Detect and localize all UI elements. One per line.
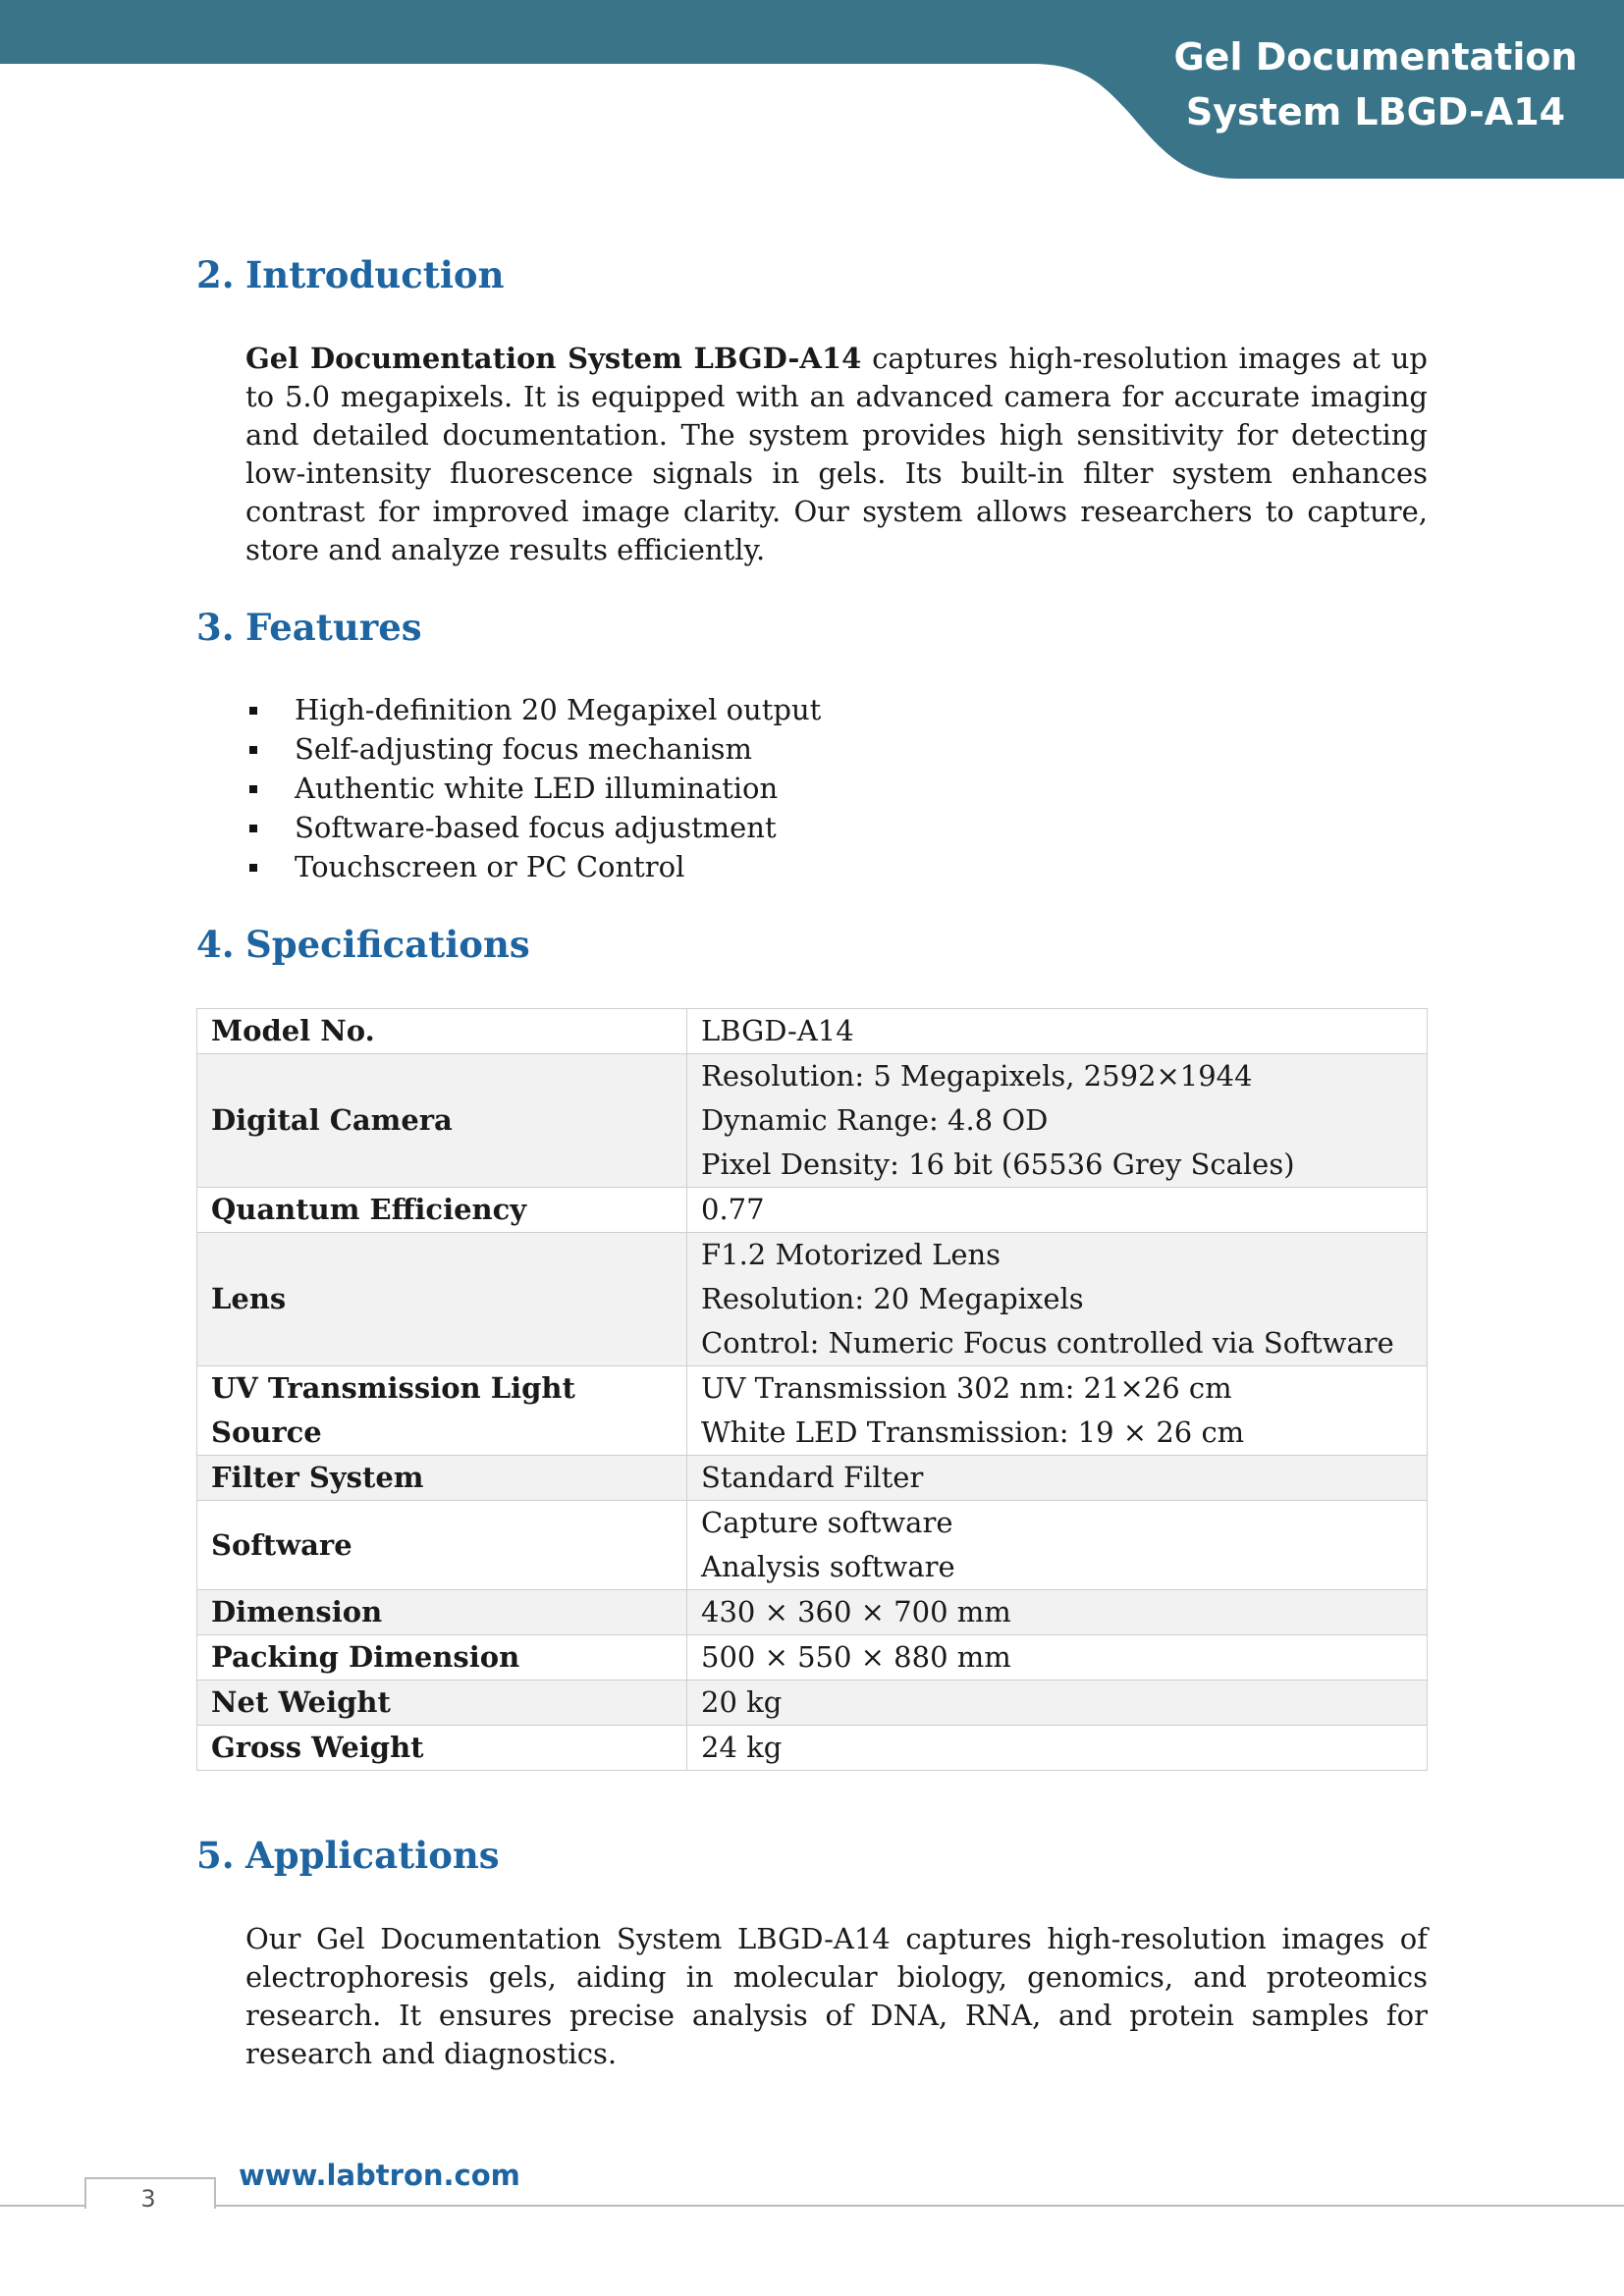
spec-key: Lens: [197, 1233, 687, 1366]
spec-value: [687, 1366, 1428, 1456]
section-heading-features: [196, 606, 422, 649]
spec-value-line: 500 × 550 × 880 mm: [701, 1640, 1011, 1674]
spec-value: [687, 1681, 1428, 1726]
list-item: Self-adjusting focus mechanism: [245, 729, 821, 769]
table-row: [197, 1456, 1428, 1501]
table-row: [197, 1501, 1428, 1590]
product-name: Gel Documentation System LBGD-A14: [245, 342, 862, 375]
spec-value-line: UV Transmission 302 nm: 21×26 cm: [701, 1371, 1232, 1405]
spec-value-line: Analysis software: [701, 1550, 955, 1583]
section-title: Features: [245, 606, 422, 649]
table-row: [197, 1590, 1428, 1635]
section-title: Applications: [245, 1834, 500, 1877]
spec-key: Quantum Efficiency: [197, 1188, 687, 1233]
table-row: [197, 1726, 1428, 1771]
spec-value-line: 20 kg: [701, 1685, 783, 1719]
section-title: Introduction: [245, 253, 505, 296]
spec-value: [687, 1501, 1428, 1590]
spec-value: [687, 1590, 1428, 1635]
spec-value: [687, 1233, 1428, 1366]
spec-value-line: F1.2 Motorized Lens: [701, 1238, 1001, 1271]
bullet-icon: [249, 825, 257, 832]
spec-value-line: LBGD-A14: [701, 1014, 854, 1047]
section-number: 5.: [196, 1834, 235, 1877]
spec-key: UV Transmission Light Source: [197, 1366, 687, 1456]
table-row: [197, 1233, 1428, 1366]
table-row: [197, 1188, 1428, 1233]
spec-key: Packing Dimension: [197, 1635, 687, 1681]
introduction-text: captures high-resolution images at up to 5.0 megapixels. It is equipped with an advanced camera for accurate imaging and detailed documentation. The system provides high sensitivity for detecting low-intensity fluorescence signals in gels. Its built-in filter system enhances contrast for improved image clarity. Our system allows researchers to capture, store and analyze results efficiently.: [245, 342, 1428, 566]
list-item: Authentic white LED illumination: [245, 769, 821, 808]
website-link[interactable]: www.labtron.com: [239, 2159, 520, 2192]
list-item: Touchscreen or PC Control: [245, 847, 821, 886]
spec-value-line: 24 kg: [701, 1731, 783, 1764]
spec-key: Software: [197, 1501, 687, 1590]
spec-value: [687, 1009, 1428, 1054]
spec-key: Gross Weight: [197, 1726, 687, 1771]
list-item: Software-based focus adjustment: [245, 808, 821, 847]
bullet-icon: [249, 746, 257, 754]
page-number: 3: [140, 2185, 156, 2213]
spec-key: Digital Camera: [197, 1054, 687, 1188]
spec-value-line: Control: Numeric Focus controlled via Software: [701, 1326, 1394, 1360]
section-number: 4.: [196, 923, 235, 966]
applications-paragraph: Our Gel Documentation System LBGD-A14 captures high-resolution images of electrophoresis gels, aiding in molecular biology, genomics, and proteomics research. It ensures precise analysis of DNA, RNA, and protein samples for research and diagnostics.: [245, 1922, 1428, 2070]
spec-value-line: 430 × 360 × 700 mm: [701, 1595, 1011, 1629]
section-heading-applications: [196, 1834, 500, 1877]
title-line-1: Gel Documentation: [1173, 35, 1578, 79]
bullet-icon: [249, 864, 257, 872]
spec-key: Net Weight: [197, 1681, 687, 1726]
spec-value: [687, 1726, 1428, 1771]
spec-value-line: 0.77: [701, 1193, 765, 1226]
spec-value-line: Dynamic Range: 4.8 OD: [701, 1103, 1049, 1137]
features-list: [245, 690, 821, 886]
spec-value-line: Capture software: [701, 1506, 953, 1539]
bullet-icon: [249, 707, 257, 715]
section-heading-specifications: [196, 923, 530, 966]
footer-divider: [0, 2205, 1624, 2207]
table-row: [197, 1681, 1428, 1726]
spec-key: Filter System: [197, 1456, 687, 1501]
spec-key: Dimension: [197, 1590, 687, 1635]
spec-key: Model No.: [197, 1009, 687, 1054]
spec-value: [687, 1188, 1428, 1233]
spec-value-line: Resolution: 5 Megapixels, 2592×1944: [701, 1059, 1253, 1093]
spec-value: [687, 1054, 1428, 1188]
table-row: [197, 1635, 1428, 1681]
document-title: [1164, 29, 1587, 139]
section-number: 2.: [196, 253, 235, 296]
list-item: High-definition 20 Megapixel output: [245, 690, 821, 729]
spec-value-line: Pixel Density: 16 bit (65536 Grey Scales): [701, 1148, 1295, 1181]
title-line-2: System LBGD-A14: [1185, 90, 1566, 133]
spec-value-line: Standard Filter: [701, 1461, 924, 1494]
spec-value: [687, 1456, 1428, 1501]
spec-value-line: Resolution: 20 Megapixels: [701, 1282, 1084, 1315]
bullet-icon: [249, 785, 257, 793]
table-row: [197, 1009, 1428, 1054]
table-row: [197, 1054, 1428, 1188]
section-title: Specifications: [245, 923, 530, 966]
spec-value-line: White LED Transmission: 19 × 26 cm: [701, 1415, 1245, 1449]
section-heading-introduction: [196, 253, 505, 296]
table-row: [197, 1366, 1428, 1456]
spec-value: [687, 1635, 1428, 1681]
introduction-paragraph: [245, 340, 1428, 569]
section-number: 3.: [196, 606, 235, 649]
specifications-table: [196, 1008, 1428, 1771]
